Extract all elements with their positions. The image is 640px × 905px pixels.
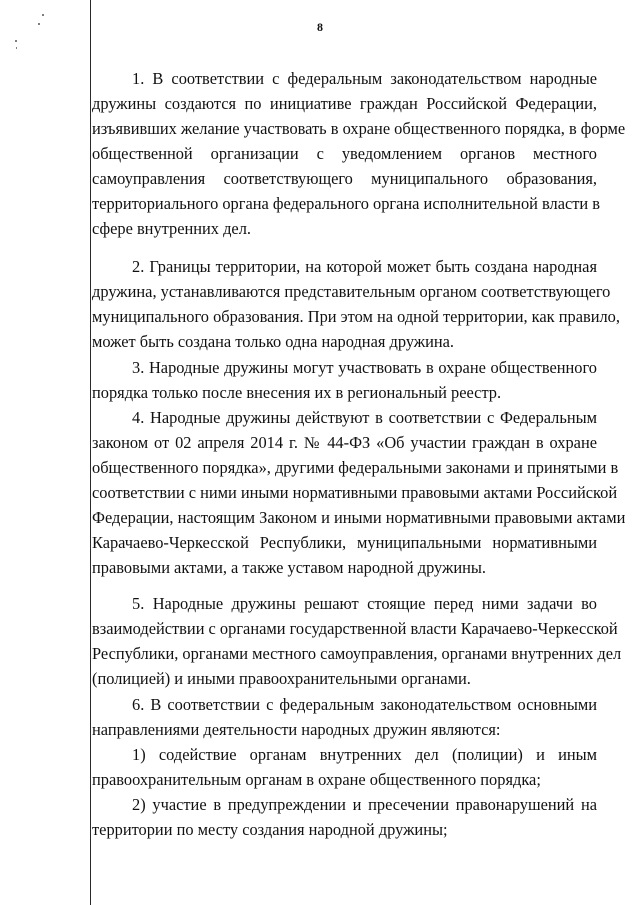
paragraph: [92, 66, 626, 241]
paragraph-line: 1. В соответствии с федеральным законодательством народные: [132, 69, 597, 88]
paragraph-line: направлениями деятельности народных дружин являются:: [92, 720, 501, 739]
paragraph-line: 3. Народные дружины могут участвовать в охране общественного: [132, 358, 597, 377]
page-number: 8: [317, 20, 323, 34]
scan-speck: [16, 47, 17, 49]
paragraph: [92, 591, 622, 691]
paragraph-line: общественного порядка», другими федеральными законами и принятыми в: [92, 458, 619, 477]
paragraph-line: изъявивших желание участвовать в охране общественного порядка, в форме: [92, 119, 626, 138]
paragraph: [92, 355, 597, 405]
paragraph-line: сфере внутренних дел.: [92, 219, 251, 238]
paragraph: [92, 692, 597, 742]
scan-speck: [42, 14, 44, 16]
paragraph-line: соответствии с ними иными нормативными правовыми актами Российской: [92, 483, 618, 502]
paragraph-line: 6. В соответствии с федеральным законодательством основными: [132, 695, 597, 714]
paragraph-line: 2. Границы территории, на которой может быть создана народная: [132, 257, 597, 276]
scan-speck: [15, 40, 17, 42]
paragraph-line: Карачаево-Черкесской Республики, муниципальными нормативными: [92, 533, 597, 552]
paragraph-line: 2) участие в предупреждении и пресечении правонарушений на: [132, 795, 597, 814]
paragraph: [92, 792, 597, 842]
paragraph-line: взаимодействии с органами государственной власти Карачаево-Черкесской: [92, 619, 618, 638]
paragraph: [92, 254, 620, 354]
paragraph: [92, 405, 626, 580]
paragraph-line: законом от 02 апреля 2014 г. № 44-ФЗ «Об участии граждан в охране: [92, 433, 597, 452]
paragraph: [92, 742, 597, 792]
paragraph-line: правоохранительным органам в охране общественного порядка;: [92, 770, 541, 789]
paragraph-line: 5. Народные дружины решают стоящие перед ними задачи во: [132, 594, 597, 613]
paragraph-line: дружины создаются по инициативе граждан Российской Федерации,: [92, 94, 597, 113]
paragraph-line: 4. Народные дружины действуют в соответствии с Федеральным: [132, 408, 597, 427]
paragraph-line: самоуправления соответствующего муниципального образования,: [92, 169, 597, 188]
paragraph-line: территориального органа федерального органа исполнительной власти в: [92, 194, 601, 213]
paragraph-line: дружина, устанавливаются представительным органом соответствующего: [92, 282, 611, 301]
paragraph-line: муниципального образования. При этом на одной территории, как правило,: [92, 307, 620, 326]
paragraph-line: территории по месту создания народной дружины;: [92, 820, 448, 839]
scan-margin-line: [90, 0, 91, 905]
paragraph-line: может быть создана только одна народная дружина.: [92, 332, 455, 351]
paragraph-line: Республики, органами местного самоуправления, органами внутренних дел: [92, 644, 622, 663]
paragraph-line: общественной организации с уведомлением органов местного: [92, 144, 597, 163]
paragraph-line: Федерации, настоящим Законом и иными нормативными правовыми актами: [92, 508, 626, 527]
paragraph-line: порядка только после внесения их в региональный реестр.: [92, 383, 502, 402]
paragraph-line: правовыми актами, а также уставом народной дружины.: [92, 558, 487, 577]
paragraph-line: (полицией) и иными правоохранительными органами.: [92, 669, 471, 688]
paragraph-line: 1) содействие органам внутренних дел (полиции) и иным: [132, 745, 597, 764]
